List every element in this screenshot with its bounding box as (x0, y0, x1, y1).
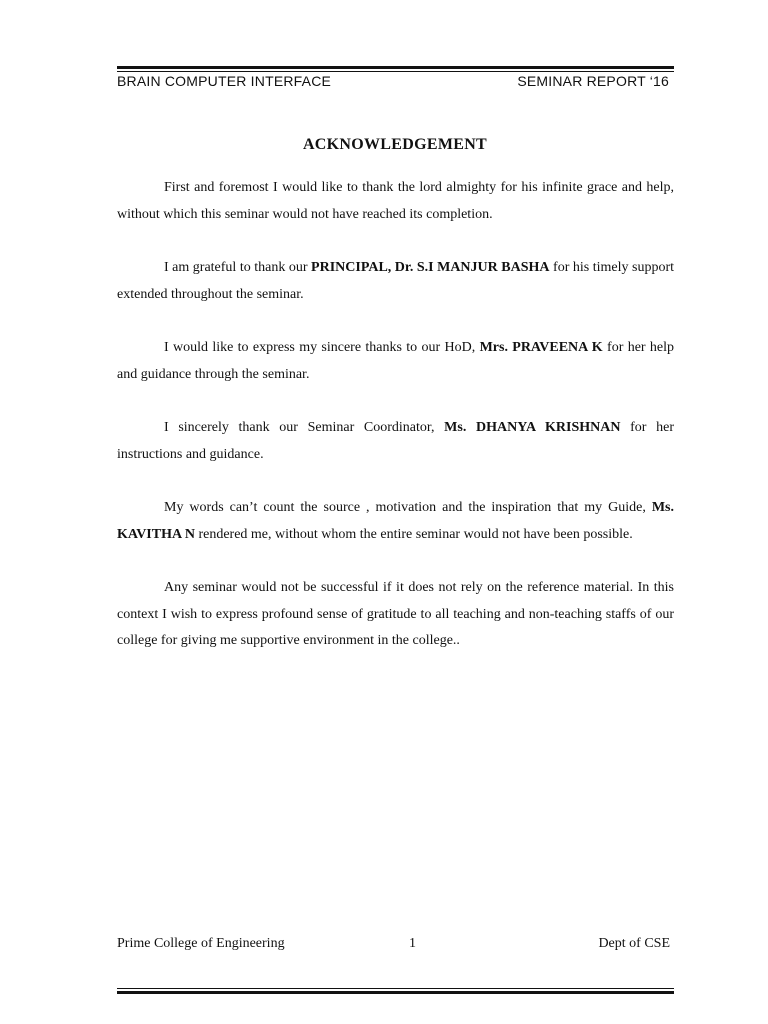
paragraph-text: Any seminar would not be successful if it does not rely on the reference material. In this context I wish to express profound sense of gratitude to all teaching and non-teaching staffs of our college for giving me supportive environment in the college.. (117, 580, 674, 648)
footer-college-name: Prime College of Engineering (117, 936, 285, 951)
paragraph-text: I would like to express my sincere thanks to our HoD, (164, 340, 480, 355)
footer-rule-thick (117, 991, 674, 994)
page-number: 1 (409, 936, 416, 951)
paragraph-guide (117, 495, 674, 548)
page-title: ACKNOWLEDGEMENT (302, 136, 488, 153)
paragraph-intro (117, 175, 674, 228)
hod-name: Mrs. PRAVEENA K (479, 340, 603, 355)
paragraph-text: I am grateful to thank our (164, 260, 312, 275)
guide-name: Ms. KAVITHA N (117, 500, 674, 542)
acknowledgement-body (117, 175, 674, 682)
paragraph-text: I sincerely thank our Seminar Coordinator, (164, 420, 445, 435)
paragraph-text: rendered me, without whom the entire seminar would not have been possible. (194, 526, 633, 542)
paragraph-text: First and foremost I would like to thank the lord almighty for his infinite grace and help, without which this seminar would not have reached its completion. (117, 180, 674, 222)
footer-department: Dept of CSE (598, 936, 670, 951)
paragraph-text: My words can’t count the source , motivation and the inspiration that my Guide, (164, 500, 652, 515)
header-report-label: SEMINAR REPORT ‘16 (517, 73, 669, 89)
header-rule-thick (117, 66, 674, 69)
paragraph-coordinator (117, 415, 674, 468)
paragraph-text: for her instructions and guidance. (117, 420, 674, 462)
principal-name: PRINCIPAL, Dr. S.I MANJUR BASHA (311, 260, 550, 275)
paragraph-staff (117, 575, 674, 655)
header-title: BRAIN COMPUTER INTERFACE (117, 73, 332, 89)
coordinator-name: Ms. DHANYA KRISHNAN (444, 420, 621, 435)
footer-rule-thin (117, 988, 674, 989)
paragraph-text: for her help and guidance through the seminar. (117, 340, 675, 382)
paragraph-principal (117, 255, 674, 308)
paragraph-hod (117, 335, 674, 388)
header-rule-thin (117, 71, 674, 72)
paragraph-text: for his timely support extended throughout the seminar. (117, 260, 675, 302)
